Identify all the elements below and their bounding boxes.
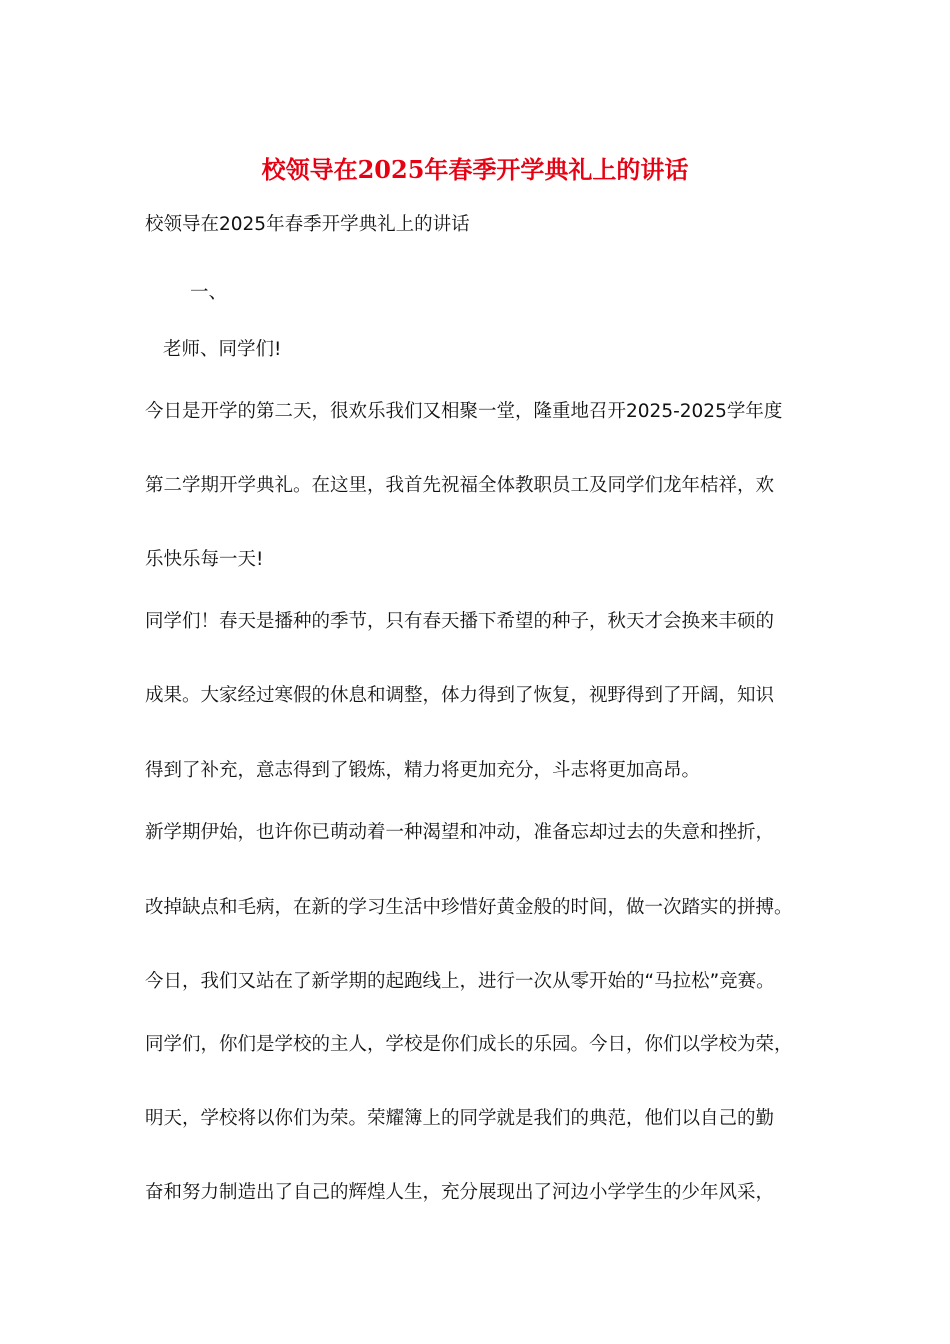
document-subtitle: 校领导在2025年春季开学典礼上的讲话: [145, 214, 470, 235]
paragraph-line: 同学们！春天是播种的季节，只有春天播下希望的种子，秋天才会换来丰硕的: [145, 611, 775, 632]
paragraph-line: 今日是开学的第二天，很欢乐我们又相聚一堂，隆重地召开2025-2025学年度: [145, 401, 783, 422]
paragraph-line: 第二学期开学典礼。在这里，我首先祝福全体教职员工及同学们龙年桔祥，欢: [145, 475, 775, 496]
paragraph-line: 明天，学校将以你们为荣。荣耀簿上的同学就是我们的典范，他们以自己的勤: [145, 1108, 775, 1129]
paragraph-line: 今日，我们又站在了新学期的起跑线上，进行一次从零开始的“马拉松”竞赛。: [145, 971, 775, 992]
section-number: 一、: [190, 282, 228, 303]
paragraph-line: 成果。大家经过寒假的休息和调整，体力得到了恢复，视野得到了开阔，知识: [145, 685, 775, 706]
paragraph-line: 新学期伊始，也许你已萌动着一种渴望和冲动，准备忘却过去的失意和挫折，: [145, 822, 775, 843]
paragraph-line: 乐快乐每一天!: [145, 549, 264, 570]
paragraph-line: 奋和努力制造出了自己的辉煌人生，充分展现出了河边小学学生的少年风采，: [145, 1182, 775, 1203]
paragraph-line: 同学们，你们是学校的主人，学校是你们成长的乐园。今日，你们以学校为荣，: [145, 1034, 793, 1055]
document-title: 校领导在2025年春季开学典礼上的讲话: [261, 155, 689, 184]
paragraph-line: 改掉缺点和毛病，在新的学习生活中珍惜好黄金般的时间，做一次踏实的拼搏。: [145, 897, 793, 918]
paragraph-line: 得到了补充，意志得到了锻炼，精力将更加充分，斗志将更加高昂。: [145, 760, 701, 781]
greeting: 老师、同学们!: [163, 339, 282, 360]
